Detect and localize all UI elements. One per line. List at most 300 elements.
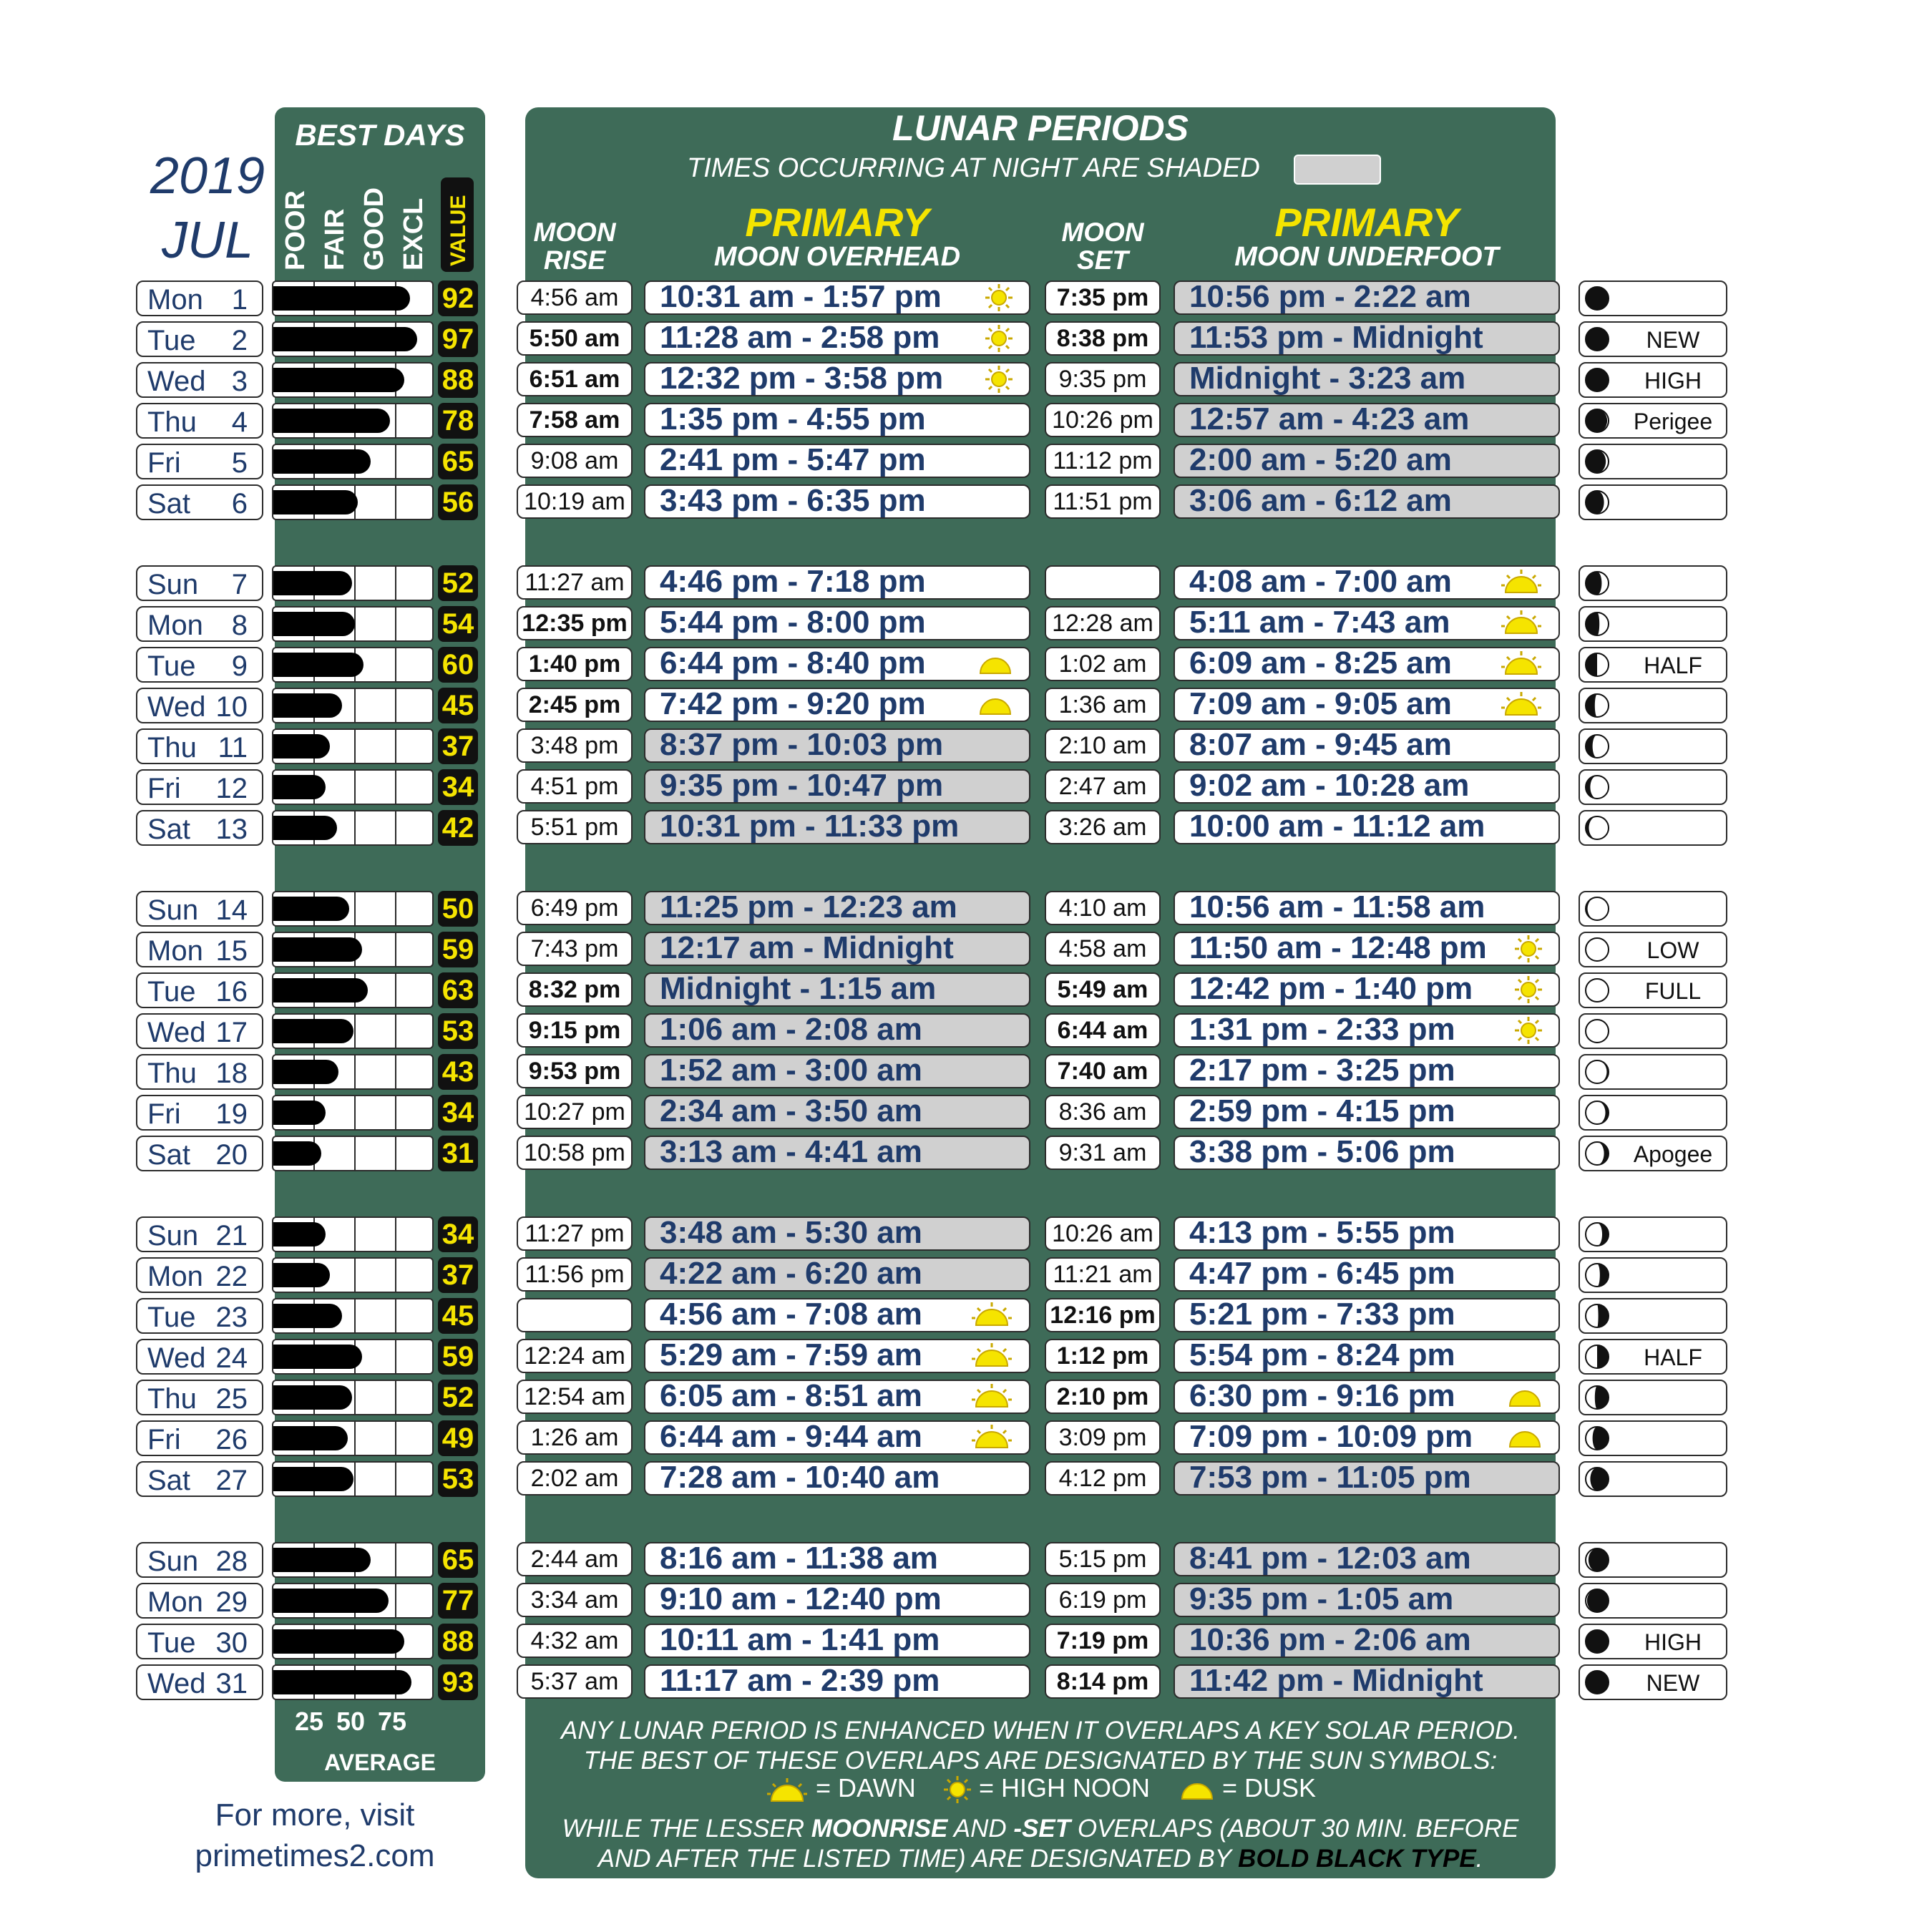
moon-overhead-period: 10:11 am - 1:41 pm	[644, 1624, 1030, 1658]
day-value: 97	[438, 321, 478, 357]
dawn-icon	[970, 1382, 1013, 1408]
moon-rise-time: 11:56 pm	[517, 1257, 633, 1292]
moon-rise-time: 5:51 pm	[517, 810, 633, 844]
moon-underfoot-period: 8:41 pm - 12:03 am	[1174, 1542, 1560, 1576]
moon-set-time: 7:40 am	[1045, 1054, 1161, 1088]
moon-underfoot-period: 9:35 pm - 1:05 am	[1174, 1583, 1560, 1617]
moon-phase-icon	[1584, 367, 1610, 393]
moon-set-time: 8:14 pm	[1045, 1664, 1161, 1699]
moon-phase	[1579, 606, 1727, 642]
moon-underfoot-period: 10:56 am - 11:58 am	[1174, 891, 1560, 925]
day-value: 34	[438, 769, 478, 805]
moon-phase-icon	[1584, 1669, 1610, 1695]
day-value: 53	[438, 1461, 478, 1497]
rating-bar-fill	[273, 937, 362, 962]
day-value: 37	[438, 728, 478, 764]
moon-phase	[1579, 728, 1727, 764]
moon-set-time: 4:12 pm	[1045, 1461, 1161, 1496]
dawn-icon	[1500, 691, 1543, 716]
moon-phase: Perigee	[1579, 403, 1727, 439]
moon-phase: HALF	[1579, 647, 1727, 683]
high-noon-icon	[1514, 975, 1543, 1004]
moon-phase	[1579, 1583, 1727, 1619]
rating-bar	[272, 932, 434, 967]
rating-bar	[272, 1420, 434, 1456]
day-label: Sat 27	[136, 1461, 263, 1497]
moon-set-time: 1:12 pm	[1045, 1339, 1161, 1373]
moon-overhead-period: 1:06 am - 2:08 am	[644, 1013, 1030, 1048]
rating-bar-fill	[273, 734, 330, 758]
moon-underfoot-label: MOON UNDERFOOT	[1234, 242, 1499, 272]
rating-bar-fill	[273, 490, 358, 514]
high-noon-icon	[985, 324, 1013, 353]
rating-fair-label: FAIR	[320, 208, 350, 270]
moon-rise-time: 12:35 pm	[517, 606, 633, 640]
moon-phase-icon	[1584, 326, 1610, 352]
moon-phase: Apogee	[1579, 1136, 1727, 1171]
moon-underfoot-period: 8:07 am - 9:45 am	[1174, 728, 1560, 763]
rating-bar	[272, 769, 434, 805]
rating-bar	[272, 1298, 434, 1334]
rating-bar-fill	[273, 571, 352, 595]
day-value: 88	[438, 1624, 478, 1659]
moon-set-time: 12:16 pm	[1045, 1298, 1161, 1332]
moon-rise-time: 4:51 pm	[517, 769, 633, 804]
day-value: 49	[438, 1420, 478, 1456]
moon-underfoot-period: 7:09 am - 9:05 am	[1174, 688, 1560, 722]
moon-phase-icon	[1584, 1385, 1610, 1410]
moon-underfoot-period: 12:57 am - 4:23 am	[1174, 403, 1560, 437]
legend-noon: = HIGH NOON	[943, 1773, 1150, 1804]
rating-bar-fill	[273, 286, 410, 311]
moon-underfoot-period: 12:42 pm - 1:40 pm	[1174, 972, 1560, 1007]
moon-underfoot-period: 4:47 pm - 6:45 pm	[1174, 1257, 1560, 1292]
dawn-icon	[970, 1342, 1013, 1367]
rating-bar-fill	[273, 368, 404, 392]
moon-rise-time: 6:51 am	[517, 362, 633, 396]
rating-bar	[272, 444, 434, 479]
rating-bar-fill	[273, 1304, 342, 1328]
moon-set-time: 6:19 pm	[1045, 1583, 1161, 1617]
day-value: 65	[438, 444, 478, 479]
moon-rise-time: 10:27 pm	[517, 1095, 633, 1129]
moon-underfoot-period: 11:42 pm - Midnight	[1174, 1664, 1560, 1699]
day-label: Wed 10	[136, 688, 263, 723]
moon-set-time: 8:38 pm	[1045, 321, 1161, 356]
day-value: 50	[438, 891, 478, 927]
moon-overhead-period: 4:22 am - 6:20 am	[644, 1257, 1030, 1292]
moon-overhead-period: 1:52 am - 3:00 am	[644, 1054, 1030, 1088]
day-value: 63	[438, 972, 478, 1008]
moon-set-time: 4:10 am	[1045, 891, 1161, 925]
moon-overhead-period: 12:17 am - Midnight	[644, 932, 1030, 966]
day-label: Fri 5	[136, 444, 263, 479]
moon-overhead-period: 4:56 am - 7:08 am	[644, 1298, 1030, 1332]
moon-phase	[1579, 1095, 1727, 1131]
moon-phase-icon	[1584, 1629, 1610, 1654]
moon-phase-icon	[1584, 1344, 1610, 1370]
rating-poor-label: POOR	[280, 190, 311, 270]
moon-set-time: 1:02 am	[1045, 647, 1161, 681]
day-label: Mon 15	[136, 932, 263, 967]
rating-bar	[272, 321, 434, 357]
moon-set-time: 7:19 pm	[1045, 1624, 1161, 1658]
moon-phase	[1579, 1054, 1727, 1090]
dawn-icon	[1500, 609, 1543, 635]
moon-phase	[1579, 891, 1727, 927]
moon-underfoot-period: 3:06 am - 6:12 am	[1174, 484, 1560, 519]
moon-overhead-period: 2:41 pm - 5:47 pm	[644, 444, 1030, 478]
rating-bar-fill	[273, 1629, 404, 1654]
rating-bar	[272, 891, 434, 927]
moon-phase	[1579, 444, 1727, 479]
rating-bar-fill	[273, 1548, 371, 1572]
moon-set-time: 8:36 am	[1045, 1095, 1161, 1129]
rating-bar	[272, 1542, 434, 1578]
moon-overhead-period: 7:28 am - 10:40 am	[644, 1461, 1030, 1496]
high-noon-icon	[943, 1775, 972, 1804]
moon-phase-icon	[1584, 1100, 1610, 1126]
moon-rise-time: 4:32 am	[517, 1624, 633, 1658]
moon-rise-time: 2:44 am	[517, 1542, 633, 1576]
rating-bar	[272, 1664, 434, 1700]
moon-set-header: MOON SET	[1061, 218, 1144, 275]
website-link[interactable]: primetimes2.com	[195, 1838, 435, 1874]
moon-phase	[1579, 1380, 1727, 1415]
moon-phase	[1579, 280, 1727, 316]
moon-rise-time	[517, 1298, 633, 1332]
moon-underfoot-period: 2:00 am - 5:20 am	[1174, 444, 1560, 478]
day-label: Sun 7	[136, 565, 263, 601]
moon-phase-icon	[1584, 815, 1610, 841]
moon-rise-time: 12:24 am	[517, 1339, 633, 1373]
day-label: Tue 16	[136, 972, 263, 1008]
day-value: 34	[438, 1095, 478, 1131]
moon-underfoot-period: 11:53 pm - Midnight	[1174, 321, 1560, 356]
rating-bar	[272, 972, 434, 1008]
moon-phase	[1579, 1257, 1727, 1293]
lunar-subtitle: TIMES OCCURRING AT NIGHT ARE SHADED	[687, 153, 1260, 183]
rating-bar	[272, 1624, 434, 1659]
moon-underfoot-period: 9:02 am - 10:28 am	[1174, 769, 1560, 804]
moon-set-time: 11:12 pm	[1045, 444, 1161, 478]
rating-bar	[272, 403, 434, 439]
moon-set-time: 1:36 am	[1045, 688, 1161, 722]
rating-bar-fill	[273, 1670, 411, 1694]
day-label: Mon 1	[136, 280, 263, 316]
dawn-icon	[1500, 650, 1543, 675]
moon-overhead-period: 11:17 am - 2:39 pm	[644, 1664, 1030, 1699]
moon-overhead-period: 7:42 pm - 9:20 pm	[644, 688, 1030, 722]
moon-overhead-period: 12:32 pm - 3:58 pm	[644, 362, 1030, 396]
day-label: Tue 23	[136, 1298, 263, 1334]
moon-overhead-period: 4:46 pm - 7:18 pm	[644, 565, 1030, 600]
day-label: Sat 6	[136, 484, 263, 520]
moon-phase: NEW	[1579, 1664, 1727, 1700]
moon-overhead-period: 8:16 am - 11:38 am	[644, 1542, 1030, 1576]
moon-phase	[1579, 1298, 1727, 1334]
moon-phase-icon	[1584, 1303, 1610, 1329]
moon-overhead-period: 8:37 pm - 10:03 pm	[644, 728, 1030, 763]
high-noon-icon	[1514, 935, 1543, 963]
moon-set-time: 2:10 am	[1045, 728, 1161, 763]
rating-bar-fill	[273, 693, 342, 718]
moon-phase-icon	[1584, 611, 1610, 637]
day-label: Wed 24	[136, 1339, 263, 1375]
day-label: Tue 9	[136, 647, 263, 683]
moon-underfoot-period: 7:09 pm - 10:09 pm	[1174, 1420, 1560, 1455]
primary-overhead-label: PRIMARY	[745, 200, 930, 245]
moon-phase	[1579, 810, 1727, 846]
day-value: 77	[438, 1583, 478, 1619]
dawn-icon	[766, 1777, 809, 1802]
rating-bar-fill	[273, 1589, 389, 1613]
moon-set-time: 2:10 pm	[1045, 1380, 1161, 1414]
moon-underfoot-period: 2:59 pm - 4:15 pm	[1174, 1095, 1560, 1129]
moon-underfoot-period: 1:31 pm - 2:33 pm	[1174, 1013, 1560, 1048]
moon-overhead-period: 5:44 pm - 8:00 pm	[644, 606, 1030, 640]
rating-bar	[272, 280, 434, 316]
moon-phase	[1579, 688, 1727, 723]
rating-bar	[272, 1380, 434, 1415]
rating-bar-fill	[273, 449, 371, 474]
moon-phase: HIGH	[1579, 362, 1727, 398]
moon-overhead-period: 9:10 am - 12:40 pm	[644, 1583, 1030, 1617]
rating-bar	[272, 1583, 434, 1619]
moon-rise-time: 3:48 pm	[517, 728, 633, 763]
moon-phase-icon	[1584, 1466, 1610, 1492]
moon-phase-icon	[1584, 1221, 1610, 1247]
moon-phase-icon	[1584, 489, 1610, 515]
moon-set-time: 3:09 pm	[1045, 1420, 1161, 1455]
moon-rise-time: 9:08 am	[517, 444, 633, 478]
moon-rise-time: 3:34 am	[517, 1583, 633, 1617]
day-value: 60	[438, 647, 478, 683]
legend-dawn: = DAWN	[766, 1773, 916, 1803]
lunar-title: LUNAR PERIODS	[892, 108, 1189, 148]
day-label: Thu 4	[136, 403, 263, 439]
moon-underfoot-period: 2:17 pm - 3:25 pm	[1174, 1054, 1560, 1088]
moon-rise-time: 10:58 pm	[517, 1136, 633, 1170]
moon-phase	[1579, 484, 1727, 520]
day-value: 34	[438, 1216, 478, 1252]
moon-overhead-period: 6:05 am - 8:51 am	[644, 1380, 1030, 1414]
day-label: Tue 2	[136, 321, 263, 357]
moon-set-time: 11:21 am	[1045, 1257, 1161, 1292]
rating-bar	[272, 565, 434, 601]
moon-rise-time: 9:53 pm	[517, 1054, 633, 1088]
rating-bar-fill	[273, 653, 364, 677]
moon-rise-time: 1:26 am	[517, 1420, 633, 1455]
moon-phase: NEW	[1579, 321, 1727, 357]
day-label: Tue 30	[136, 1624, 263, 1659]
moon-phase	[1579, 1461, 1727, 1497]
moon-phase	[1579, 1216, 1727, 1252]
moon-underfoot-period: 5:21 pm - 7:33 pm	[1174, 1298, 1560, 1332]
high-noon-icon	[1514, 1016, 1543, 1045]
dusk-icon	[977, 694, 1013, 716]
day-label: Thu 18	[136, 1054, 263, 1090]
moon-underfoot-period: 6:09 am - 8:25 am	[1174, 647, 1560, 681]
day-value: 59	[438, 1339, 478, 1375]
day-value: 78	[438, 403, 478, 439]
day-value: 45	[438, 1298, 478, 1334]
moon-phase	[1579, 565, 1727, 601]
moon-phase: LOW	[1579, 932, 1727, 967]
moon-phase-icon	[1584, 652, 1610, 678]
day-label: Sun 28	[136, 1542, 263, 1578]
rating-bar-fill	[273, 1345, 362, 1369]
moon-phase-icon	[1584, 977, 1610, 1003]
dusk-icon	[1507, 1427, 1543, 1448]
moonrise-note: WHILE THE LESSER MOONRISE AND -SET OVERLAPS (ABOUT 30 MIN. BEFORE AND AFTER THE LISTED TIME) ARE DESIGNATED BY BOLD BLACK TYPE.	[562, 1815, 1519, 1873]
moon-phase-icon	[1584, 937, 1610, 962]
moon-set-time: 10:26 pm	[1045, 403, 1161, 437]
moon-phase-icon	[1584, 1547, 1610, 1573]
moon-overhead-period: 5:29 am - 7:59 am	[644, 1339, 1030, 1373]
moon-phase-icon	[1584, 286, 1610, 311]
day-value: 31	[438, 1136, 478, 1171]
moon-overhead-period: 9:35 pm - 10:47 pm	[644, 769, 1030, 804]
moon-rise-time: 7:58 am	[517, 403, 633, 437]
rating-bar	[272, 1136, 434, 1171]
day-value: 93	[438, 1664, 478, 1700]
moon-overhead-label: MOON OVERHEAD	[713, 242, 961, 272]
moon-overhead-period: 2:34 am - 3:50 am	[644, 1095, 1030, 1129]
rating-bar-fill	[273, 1141, 321, 1166]
best-days-title: BEST DAYS	[295, 118, 465, 152]
day-label: Thu 25	[136, 1380, 263, 1415]
rating-bar	[272, 688, 434, 723]
moon-set-time	[1045, 565, 1161, 600]
rating-bar	[272, 1339, 434, 1375]
day-value: 65	[438, 1542, 478, 1578]
rating-bar	[272, 484, 434, 520]
rating-bar-fill	[273, 978, 368, 1002]
day-label: Sat 13	[136, 810, 263, 846]
rating-bar	[272, 1013, 434, 1049]
moon-set-time: 11:51 pm	[1045, 484, 1161, 519]
moon-overhead-period: 10:31 am - 1:57 pm	[644, 280, 1030, 315]
rating-bar-fill	[273, 1385, 352, 1410]
moon-phase-icon	[1584, 693, 1610, 718]
moon-rise-time: 8:32 pm	[517, 972, 633, 1007]
moon-phase-icon	[1584, 896, 1610, 922]
day-label: Wed 17	[136, 1013, 263, 1049]
visit-text: For more, visit primetimes2.com	[136, 1795, 494, 1876]
overlap-note: ANY LUNAR PERIOD IS ENHANCED WHEN IT OVERLAPS A KEY SOLAR PERIOD. THE BEST OF THESE OVERLAPS ARE DESIGNATED BY THE SUN SYMBOLS:	[560, 1717, 1521, 1775]
moon-underfoot-period: 4:13 pm - 5:55 pm	[1174, 1216, 1560, 1251]
moon-underfoot-period: 5:11 am - 7:43 am	[1174, 606, 1560, 640]
moon-set-time: 3:26 am	[1045, 810, 1161, 844]
moon-set-time: 5:49 am	[1045, 972, 1161, 1007]
dusk-icon	[1179, 1779, 1215, 1800]
moon-rise-time: 2:45 pm	[517, 688, 633, 722]
moon-set-time: 10:26 am	[1045, 1216, 1161, 1251]
moon-underfoot-period: 10:56 pm - 2:22 am	[1174, 280, 1560, 315]
moon-rise-time: 12:54 am	[517, 1380, 633, 1414]
moon-overhead-period: 6:44 pm - 8:40 pm	[644, 647, 1030, 681]
day-label: Fri 19	[136, 1095, 263, 1131]
day-label: Mon 8	[136, 606, 263, 642]
moon-set-time: 5:15 pm	[1045, 1542, 1161, 1576]
moon-overhead-period: 3:48 am - 5:30 am	[644, 1216, 1030, 1251]
dawn-icon	[970, 1301, 1013, 1327]
moon-overhead-period: 3:43 pm - 6:35 pm	[644, 484, 1030, 519]
rating-excl-label: EXCL	[399, 197, 429, 270]
moon-set-time: 9:31 am	[1045, 1136, 1161, 1170]
rating-bar	[272, 362, 434, 398]
night-shade-swatch	[1294, 155, 1381, 185]
dawn-icon	[1500, 568, 1543, 594]
moon-underfoot-period: 4:08 am - 7:00 am	[1174, 565, 1560, 600]
moon-rise-time: 4:56 am	[517, 280, 633, 315]
moon-rise-time: 7:43 pm	[517, 932, 633, 966]
moon-phase-icon	[1584, 774, 1610, 800]
dawn-icon	[970, 1423, 1013, 1449]
rating-bar	[272, 1257, 434, 1293]
dusk-icon	[1507, 1386, 1543, 1407]
day-value: 88	[438, 362, 478, 398]
moon-phase-icon	[1584, 408, 1610, 434]
moon-rise-time: 10:19 am	[517, 484, 633, 519]
rating-bar	[272, 810, 434, 846]
moon-rise-time: 6:49 pm	[517, 891, 633, 925]
moon-phase-icon	[1584, 1141, 1610, 1166]
high-noon-icon	[985, 283, 1013, 312]
rating-good-label: GOOD	[359, 187, 389, 270]
day-label: Thu 11	[136, 728, 263, 764]
rating-bar-fill	[273, 775, 326, 799]
moon-overhead-period: 11:28 am - 2:58 pm	[644, 321, 1030, 356]
day-label: Mon 22	[136, 1257, 263, 1293]
moon-phase: HIGH	[1579, 1624, 1727, 1659]
moon-phase-icon	[1584, 1588, 1610, 1614]
moon-rise-time: 9:15 pm	[517, 1013, 633, 1048]
moon-overhead-period: 11:25 pm - 12:23 am	[644, 891, 1030, 925]
rating-bar-fill	[273, 1019, 353, 1043]
day-value: 52	[438, 1380, 478, 1415]
moon-phase-icon	[1584, 449, 1610, 474]
dusk-icon	[977, 653, 1013, 675]
day-value: 56	[438, 484, 478, 520]
rating-bar-fill	[273, 816, 337, 840]
rating-bar	[272, 1216, 434, 1252]
value-label: VALUE	[447, 195, 470, 266]
moon-underfoot-period: 10:36 pm - 2:06 am	[1174, 1624, 1560, 1658]
day-label: Wed 3	[136, 362, 263, 398]
moon-phase-icon	[1584, 733, 1610, 759]
moon-underfoot-period: 6:30 pm - 9:16 pm	[1174, 1380, 1560, 1414]
day-label: Fri 12	[136, 769, 263, 805]
day-label: Sat 20	[136, 1136, 263, 1171]
moon-rise-time: 1:40 pm	[517, 647, 633, 681]
moon-phase-icon	[1584, 1262, 1610, 1288]
moon-phase: HALF	[1579, 1339, 1727, 1375]
rating-bar-fill	[273, 1060, 338, 1084]
day-label: Mon 29	[136, 1583, 263, 1619]
moon-set-time: 2:47 am	[1045, 769, 1161, 804]
moon-phase	[1579, 769, 1727, 805]
moon-rise-time: 11:27 pm	[517, 1216, 633, 1251]
day-value: 92	[438, 280, 478, 316]
rating-bar	[272, 647, 434, 683]
moon-set-time: 4:58 am	[1045, 932, 1161, 966]
moon-phase-icon	[1584, 1018, 1610, 1044]
moon-underfoot-period: Midnight - 3:23 am	[1174, 362, 1560, 396]
moon-underfoot-period: 5:54 pm - 8:24 pm	[1174, 1339, 1560, 1373]
day-label: Sun 21	[136, 1216, 263, 1252]
